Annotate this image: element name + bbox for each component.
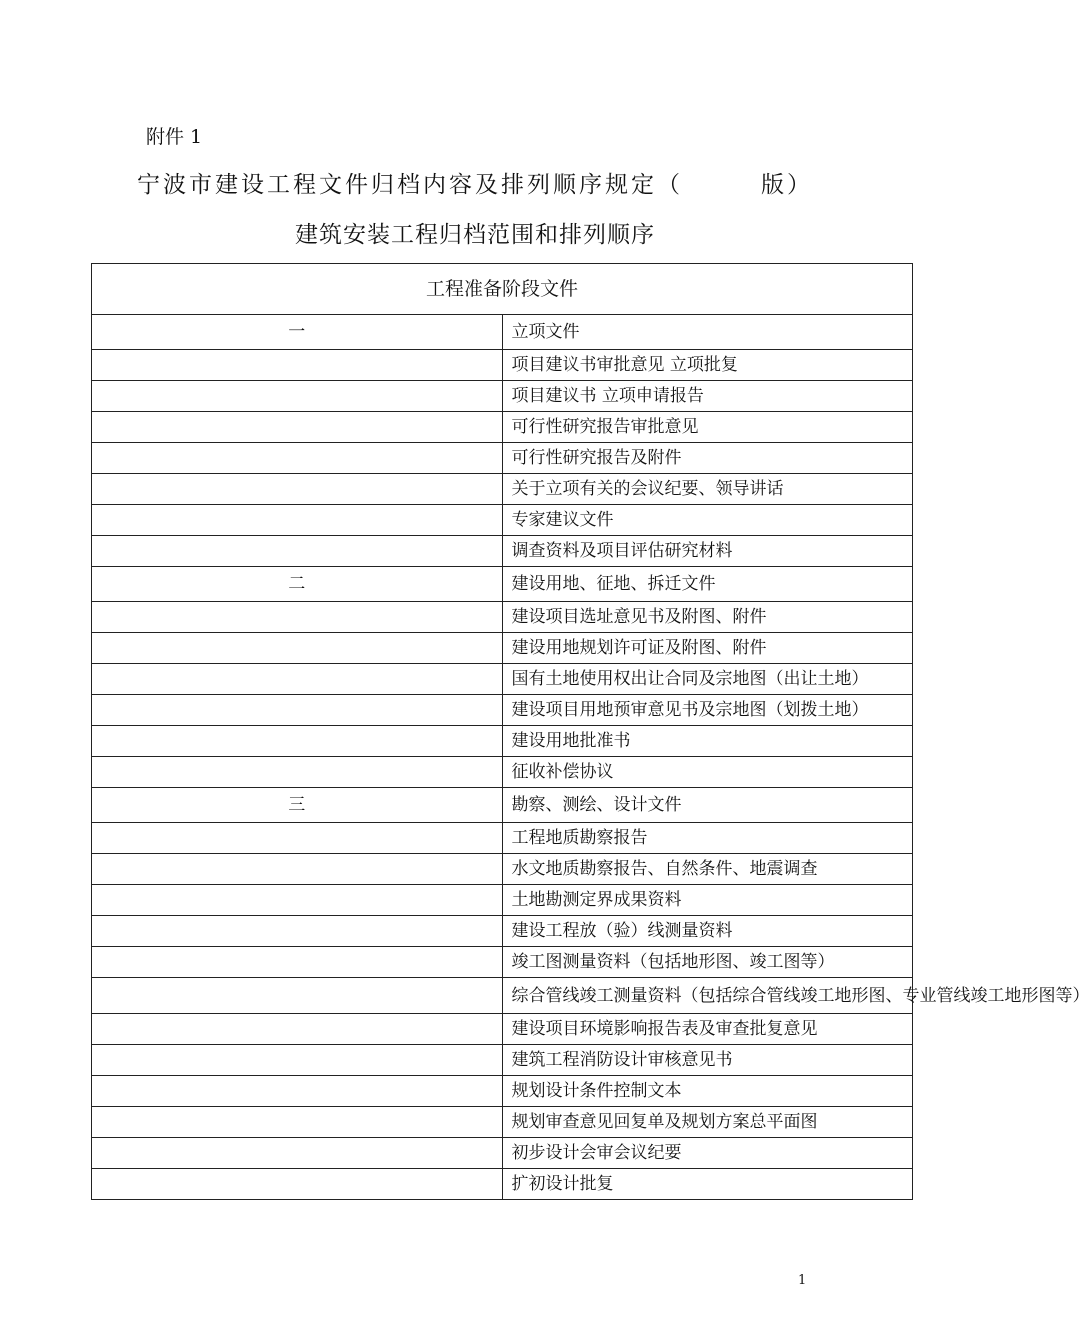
table-row [92,1014,913,1045]
page-number: 1 [798,1273,807,1288]
item-cell: 征收补偿协议 [502,757,913,788]
empty-cell [92,1045,503,1076]
item-cell: 调查资料及项目评估研究材料 [502,536,913,567]
empty-cell [92,757,503,788]
section-title: 勘察、测绘、设计文件 [502,788,913,823]
empty-cell [92,633,503,664]
table-row [92,412,913,443]
item-cell: 建设工程放（验）线测量资料 [502,916,913,947]
empty-cell [92,412,503,443]
section-number: 三 [92,788,503,823]
item-cell: 建设项目用地预审意见书及宗地图（划拨土地） [502,695,913,726]
attachment-label: 附件 1 [146,126,203,148]
document-title: 宁波市建设工程文件归档内容及排列顺序规定（ 版） [137,172,813,198]
empty-cell [92,854,503,885]
section-row-3 [92,788,913,823]
table-row [92,1045,913,1076]
item-cell: 扩初设计批复 [502,1169,913,1200]
item-cell: 水文地质勘察报告、自然条件、地震调查 [502,854,913,885]
empty-cell [92,505,503,536]
archive-table [91,263,1090,1200]
item-cell: 关于立项有关的会议纪要、领导讲话 [502,474,913,505]
section-row-2 [92,567,913,602]
section-number: 一 [92,315,503,350]
empty-cell [92,885,503,916]
archive-table-body [92,264,1090,1200]
empty-cell [92,381,503,412]
section-title: 立项文件 [502,315,913,350]
empty-cell [92,602,503,633]
item-cell: 竣工图测量资料（包括地形图、竣工图等） [502,947,913,978]
section-number: 二 [92,567,503,602]
document-subtitle: 建筑安装工程归档范围和排列顺序 [295,222,655,248]
empty-cell [92,1138,503,1169]
table-row [92,1138,913,1169]
table-row [92,726,913,757]
table-row [92,916,913,947]
table-header-cell: 工程准备阶段文件 [92,264,913,315]
empty-cell [92,664,503,695]
empty-cell [92,695,503,726]
item-cell: 建设项目选址意见书及附图、附件 [502,602,913,633]
table-row [92,1107,913,1138]
item-cell: 建设用地批准书 [502,726,913,757]
item-cell: 规划设计条件控制文本 [502,1076,913,1107]
table-row [92,1076,913,1107]
table-row [92,474,913,505]
table-row [92,695,913,726]
item-cell: 综合管线竣工测量资料（包括综合管线竣工地形图、专业管线竣工地形图等） [502,978,913,1014]
item-cell: 建筑工程消防设计审核意见书 [502,1045,913,1076]
item-cell: 专家建议文件 [502,505,913,536]
table-row [92,823,913,854]
table-row [92,350,913,381]
table-row [92,381,913,412]
empty-cell [92,350,503,381]
table-row [92,885,913,916]
item-cell: 规划审查意见回复单及规划方案总平面图 [502,1107,913,1138]
item-cell: 初步设计会审会议纪要 [502,1138,913,1169]
item-cell: 建设用地规划许可证及附图、附件 [502,633,913,664]
item-cell: 项目建议书 立项申请报告 [502,381,913,412]
table-row [92,664,913,695]
empty-cell [92,1107,503,1138]
table-row [92,443,913,474]
table-header-row [92,264,913,315]
table-row [92,505,913,536]
empty-cell [92,916,503,947]
table-row [92,854,913,885]
table-row [92,978,913,1014]
table-row [92,536,913,567]
item-cell: 项目建议书审批意见 立项批复 [502,350,913,381]
table-row [92,1169,913,1200]
empty-cell [92,978,503,1014]
empty-cell [92,947,503,978]
item-cell: 土地勘测定界成果资料 [502,885,913,916]
empty-cell [92,1169,503,1200]
item-cell: 可行性研究报告审批意见 [502,412,913,443]
empty-cell [92,443,503,474]
empty-cell [92,536,503,567]
item-cell: 工程地质勘察报告 [502,823,913,854]
empty-cell [92,474,503,505]
empty-cell [92,726,503,757]
section-row-1 [92,315,913,350]
table-row [92,947,913,978]
empty-cell [92,1076,503,1107]
empty-cell [92,823,503,854]
table-row [92,633,913,664]
section-title: 建设用地、征地、拆迁文件 [502,567,913,602]
item-cell: 国有土地使用权出让合同及宗地图（出让土地） [502,664,913,695]
table-row [92,602,913,633]
item-cell: 可行性研究报告及附件 [502,443,913,474]
table-row [92,757,913,788]
empty-cell [92,1014,503,1045]
item-cell: 建设项目环境影响报告表及审查批复意见 [502,1014,913,1045]
